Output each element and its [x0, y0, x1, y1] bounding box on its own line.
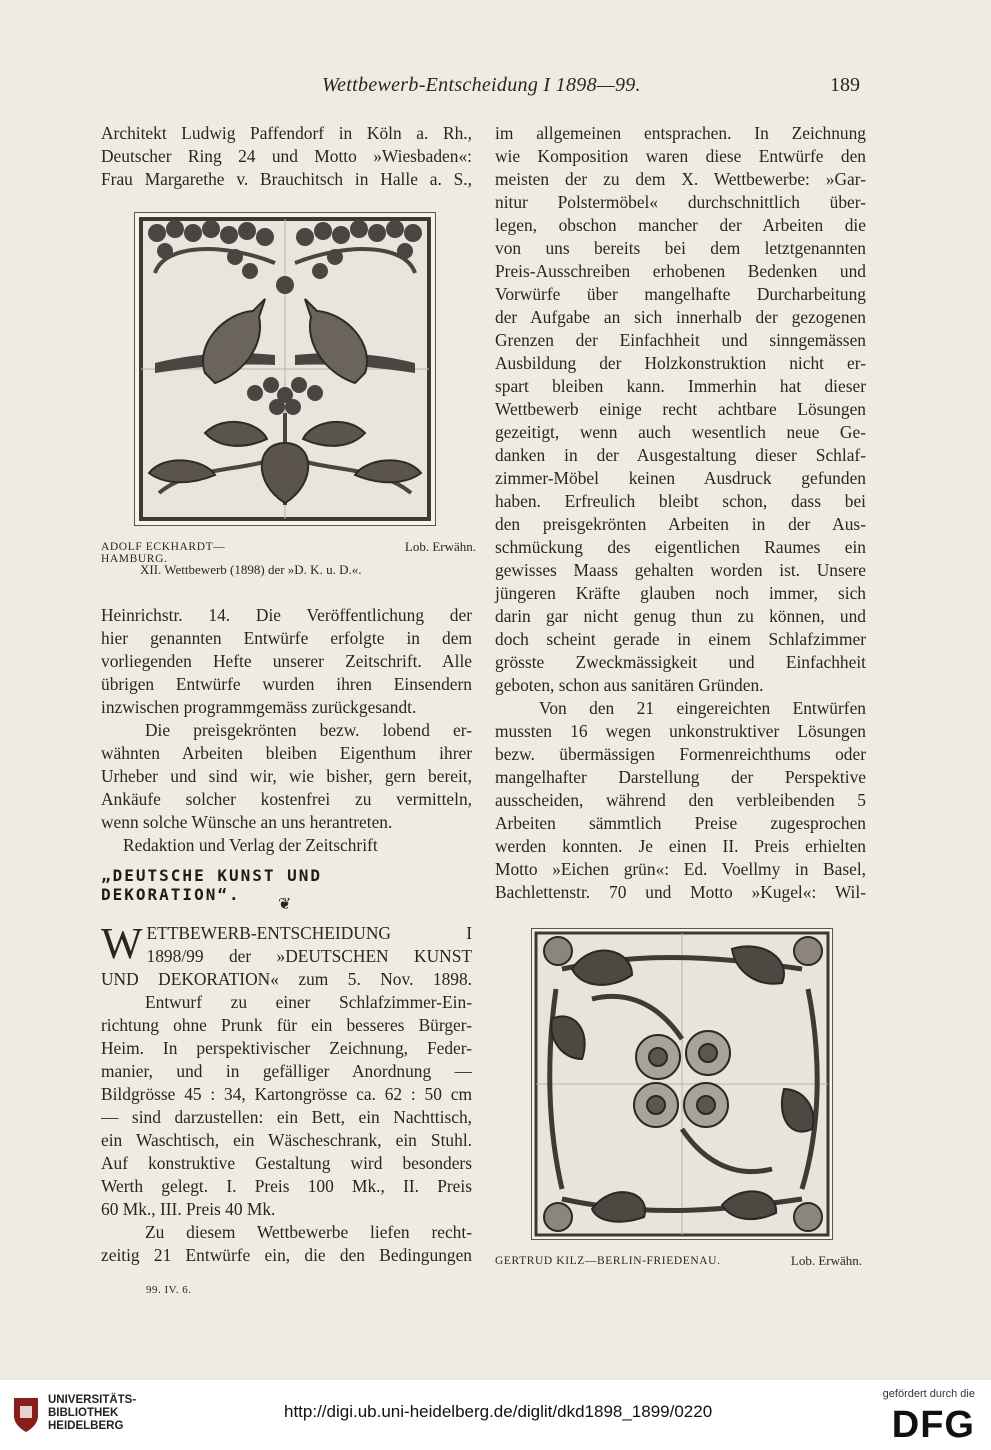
text-line: zimmer-Möbel keinen Ausdruck gefunden [495, 468, 866, 488]
text-line: Entwurf zu einer Schlafzimmer-Ein- [145, 992, 472, 1012]
fig1-caption-award: Lob. Erwähn. [404, 539, 476, 554]
fig2-caption-author: GERTRUD KILZ—BERLIN-FRIEDENAU. [495, 1255, 721, 1267]
text-line: Bachlettenstr. 70 und Motto »Kugel«: Wil- [495, 882, 866, 902]
text-line: Ankäufe solcher kostenfrei zu vermitteln, [101, 789, 472, 809]
text-line: 1898/99 der »DEUTSCHEN KUNST [146, 946, 472, 966]
dfg-logo: DFG [891, 1404, 975, 1446]
running-header [300, 74, 860, 102]
fig2-caption-award: Lob. Erwähn. [790, 1253, 862, 1268]
text-line: den preisgekrönten Arbeiten in der Aus- [495, 514, 866, 534]
permalink-url[interactable]: http://digi.ub.uni-heidelberg.de/diglit/dkd1898_1899/0220 [284, 1402, 713, 1421]
text-line: mangelhafter Darstellung der Perspektive [495, 767, 866, 787]
digitization-footer [0, 1380, 991, 1450]
text-line: ein Waschtisch, ein Wäscheschrank, ein Stuhl. [101, 1130, 472, 1150]
library-line: UNIVERSITÄTS- [48, 1394, 137, 1406]
text-line: Heinrichstr. 14. Die Veröffentlichung der [101, 605, 472, 625]
fig1-caption-sub: XII. Wettbewerb (1898) der »D. K. u. D.«. [140, 562, 362, 577]
text-line: 60 Mk., III. Preis 40 Mk. [101, 1199, 276, 1219]
flower-ornament-image [532, 929, 832, 1239]
text-line: — sind darzustellen: ein Bett, ein Nachttisch, [101, 1107, 472, 1127]
text-line: bezw. übermässigen Formenreichthums oder [495, 744, 866, 764]
text-line: der Aufgabe an sich innerhalb der gezogenen [495, 307, 866, 327]
text-line: ausscheiden, während den verbleibenden 5 [495, 790, 866, 810]
text-line: Bildgrösse 45 : 34, Kartongrösse ca. 62 : 50 cm [101, 1084, 472, 1104]
page-number: 189 [830, 74, 860, 96]
text-line: manier, und in gefälliger Anordnung — [101, 1061, 472, 1081]
text-line: wie Komposition waren diese Entwürfe den [495, 146, 866, 166]
text-line: Auf konstruktive Gestaltung wird besonders [101, 1153, 472, 1173]
text-line: nitur Polstermöbel« durchschnittlich über- [495, 192, 866, 212]
text-line: jüngeren Kräfte glauben noch immer, sich [495, 583, 866, 603]
text-line: Heim. In perspektivischer Zeichnung, Feder- [101, 1038, 472, 1058]
drop-cap: W [101, 919, 143, 968]
right-column-text [495, 122, 866, 904]
left-intro [101, 122, 472, 191]
text-line: Von den 21 eingereichten Entwürfen [539, 698, 866, 718]
text-line: wähnten Arbeiten bleiben Eigenthum ihrer [101, 743, 472, 763]
text-line: gewisses Maass gehalten worden ist. Unsere [495, 560, 866, 580]
bird-ornament-image [135, 213, 435, 525]
library-line: HEIDELBERG [48, 1420, 124, 1432]
competition-announcement [101, 919, 472, 1267]
text-line: Ausbildung der Holzkonstruktion nicht er- [495, 353, 866, 373]
text-line: werden konnten. Je einen II. Preis erhielten [495, 836, 866, 856]
text-line: haben. Erfreulich bleibt schon, dass bei [495, 491, 866, 511]
text-line: Wettbewerb einige recht achtbare Lösungen [495, 399, 866, 419]
text-line: zeitig 21 Entwürfe ein, die den Bedingungen [101, 1245, 472, 1265]
text-line: spart bleiben kann. Immerhin hat dieser [495, 376, 866, 396]
text-line: ETTBEWERB-ENTSCHEIDUNG I [146, 923, 472, 943]
text-line: hier genannten Entwürfe erfolgte in dem [101, 628, 472, 648]
text-line: danken in der Ausgestaltung dieser Schlaf- [495, 445, 866, 465]
text-line: doch scheint gerade in einem Schlafzimmer [495, 629, 866, 649]
text-line: Frau Margarethe v. Brauchitsch in Halle a. S., [101, 169, 472, 189]
text-line: Preis-Ausschreiben erhobenen Bedenken und [495, 261, 866, 281]
library-name [48, 1394, 136, 1433]
text-line: Die preisgekrönten bezw. lobend er- [145, 720, 472, 740]
university-seal-icon [10, 1394, 42, 1434]
ornament-icon: ❦ [278, 896, 292, 913]
text-line: im allgemeinen entsprachen. In Zeichnung [495, 123, 866, 143]
text-line: mussten 16 wegen unkonstruktiver Lösungen [495, 721, 866, 741]
text-line: Motto »Eichen grün«: Ed. Voellmy in Basel, [495, 859, 866, 879]
fig1-caption-author: ADOLF ECKHARDT—HAMBURG. [101, 541, 226, 565]
bird-tile-illustration [134, 212, 436, 526]
text-line: Redaktion und Verlag der Zeitschrift [123, 835, 378, 855]
text-line: darin gar nicht genug thun zu können, und [495, 606, 866, 626]
text-line: übrigen Entwürfe wurden ihren Einsendern [101, 674, 472, 694]
text-line: richtung ohne Prunk für ein besseres Bürger- [101, 1015, 472, 1035]
text-line: meisten der zu dem X. Wettbewerbe: »Gar- [495, 169, 866, 189]
text-line: von uns bereits bei dem letztgenannten [495, 238, 866, 258]
text-line: UND DEKORATION« zum 5. Nov. 1898. [101, 969, 472, 989]
text-line: Zu diesem Wettbewerbe liefen recht- [145, 1222, 472, 1242]
text-line: Vorwürfe über mangelhafte Durcharbeitung [495, 284, 866, 304]
text-line: schmückung des eigentlichen Raumes ein [495, 537, 866, 557]
text-line: legen, obschon mancher der Arbeiten die [495, 215, 866, 235]
funded-by-label: gefördert durch die [882, 1388, 975, 1400]
running-title: Wettbewerb-Entscheidung I 1898—99. [322, 74, 641, 96]
left-para-1 [101, 604, 472, 857]
text-line: Grenzen der Einfachheit und sinngemässen [495, 330, 866, 350]
text-line: Werth gelegt. I. Preis 100 Mk., II. Preis [101, 1176, 472, 1196]
issue-signature: 99. IV. 6. [146, 1284, 192, 1296]
text-line: grösste Zweckmässigkeit und Einfachheit [495, 652, 866, 672]
library-line: BIBLIOTHEK [48, 1407, 119, 1419]
flower-tile-illustration [531, 928, 833, 1240]
text-line: vorliegenden Hefte unserer Zeitschrift. Alle [101, 651, 472, 671]
text-line: inzwischen programmgemäss zurückgesandt. [101, 697, 417, 717]
text-line: wenn solche Wünsche an uns herantreten. [101, 812, 393, 832]
text-line: gezeitigt, wenn auch wesentlich neue Ge- [495, 422, 866, 442]
text-line: Deutscher Ring 24 und Motto »Wiesbaden«: [101, 146, 472, 166]
text-line: geboten, schon aus sanitären Gründen. [495, 675, 764, 695]
text-line: Architekt Ludwig Paffendorf in Köln a. Rh., [101, 123, 472, 143]
text-line: Urheber und sind wir, wie bisher, gern bereit, [101, 766, 472, 786]
journal-name-heading: „DEUTSCHE KUNST UND DEKORATION“. [101, 866, 323, 904]
text-line: Arbeiten sämmtlich Preise zugesprochen [495, 813, 866, 833]
